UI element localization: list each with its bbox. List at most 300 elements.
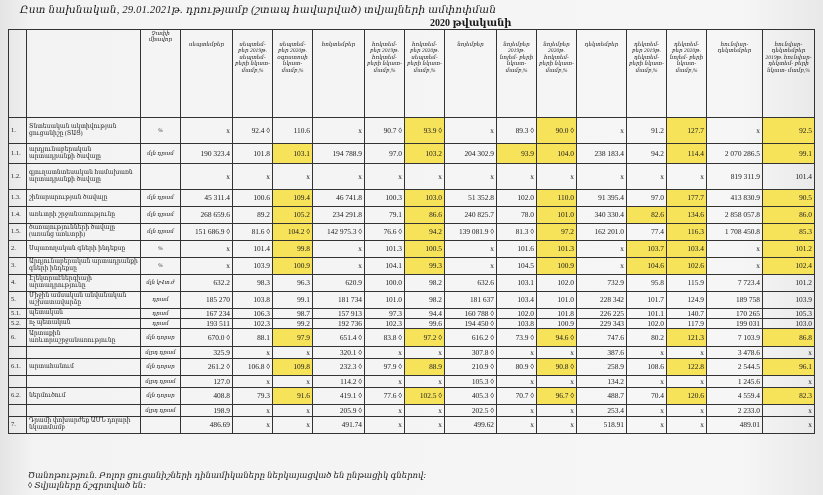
unit-cell: մլրդ դրամ	[141, 405, 181, 417]
data-cell: 120.6	[667, 388, 707, 405]
row-number: 5.1.	[9, 309, 27, 319]
data-cell: x	[667, 376, 707, 388]
data-cell: 101.0	[365, 292, 405, 309]
unit-cell: մլն դրամ	[141, 144, 181, 164]
data-cell: 103.4	[667, 241, 707, 258]
column-header: հոկտեմ- բեր 2019թ. հոկտեմ- բերի նկատ- մամբ,%	[365, 30, 405, 118]
data-cell: 268 659.6	[181, 207, 233, 224]
data-cell: 83.8 ◊	[365, 329, 405, 347]
row-number: 6.2.	[9, 388, 27, 405]
data-cell: 95.8	[627, 275, 667, 292]
table-row	[9, 144, 815, 164]
data-cell: 140.7	[667, 309, 707, 319]
table-row	[9, 164, 815, 190]
data-cell: 189 758	[707, 292, 763, 309]
data-cell: x	[365, 347, 405, 359]
table-row	[9, 118, 815, 144]
data-cell: 105.3	[763, 309, 815, 319]
data-cell: 98.2	[405, 275, 445, 292]
unit-cell	[141, 164, 181, 190]
unit-cell	[141, 417, 181, 434]
data-cell: 101.2	[763, 241, 815, 258]
indicator-name: արտահանում	[27, 359, 141, 376]
unit-cell: դրամ	[141, 309, 181, 319]
data-cell: x	[405, 405, 445, 417]
period-title: 2020 թվականի	[430, 18, 512, 29]
data-cell: 202.5 ◊	[445, 405, 497, 417]
data-cell: 90.8 ◊	[537, 359, 577, 376]
data-cell: x	[233, 405, 273, 417]
data-cell: x	[667, 164, 707, 190]
data-cell: 98.2	[405, 292, 445, 309]
indicator-name: ծառայությունների ծավալը (առանց առևտրի)	[27, 224, 141, 241]
data-cell: 192 736	[313, 319, 365, 329]
indicator-name: շինարարության ծավալը	[27, 190, 141, 207]
data-cell: 80.9 ◊	[497, 359, 537, 376]
data-cell: 253.4	[577, 405, 627, 417]
data-cell: 320.1 ◊	[313, 347, 365, 359]
data-cell: x	[497, 376, 537, 388]
data-cell: x	[627, 347, 667, 359]
data-cell: 79.1	[365, 207, 405, 224]
data-cell: 620.9	[313, 275, 365, 292]
data-cell: x	[577, 241, 627, 258]
data-cell: 103.2	[405, 144, 445, 164]
unit-cell: մլրդ դրամ	[141, 347, 181, 359]
data-cell: x	[497, 417, 537, 434]
data-cell: 616.2 ◊	[445, 329, 497, 347]
indicator-name: Արդյունաբերական արտադրանքի գների ինդեքսը	[27, 258, 141, 275]
row-number	[9, 376, 27, 388]
data-cell: 88.9	[405, 359, 445, 376]
data-cell: 89.3 ◊	[497, 118, 537, 144]
indicator-name	[27, 405, 141, 417]
unit-cell: %	[141, 241, 181, 258]
data-cell: x	[181, 241, 233, 258]
unit-cell: մլն դոլար	[141, 388, 181, 405]
unit-cell: %	[141, 258, 181, 275]
data-cell: 99.1	[763, 144, 815, 164]
data-cell: x	[181, 164, 233, 190]
row-number: 1.1.	[9, 144, 27, 164]
data-cell: 199 031	[707, 319, 763, 329]
data-cell: 96.7 ◊	[537, 388, 577, 405]
row-number: 2.	[9, 241, 27, 258]
unit-cell: մլն դրամ	[141, 224, 181, 241]
data-cell: 102.0	[497, 190, 537, 207]
data-cell: 104.0	[537, 144, 577, 164]
data-cell: 92.4 ◊	[233, 118, 273, 144]
data-cell: 101.0	[537, 292, 577, 309]
data-cell: 413 830.9	[707, 190, 763, 207]
table-row	[9, 347, 815, 359]
data-cell: 2 858 057.8	[707, 207, 763, 224]
indicator-name: Արտաքին առևտրաշրջանառությունը	[27, 329, 141, 347]
column-header: սեպտեմ- բեր 2020թ. օգոստոսի նկատ- մամբ,%	[273, 30, 313, 118]
data-cell: 405.3 ◊	[445, 388, 497, 405]
data-cell: x	[181, 258, 233, 275]
table-row	[9, 190, 815, 207]
data-cell: 98.3	[233, 275, 273, 292]
data-cell: x	[233, 347, 273, 359]
data-cell: 78.0	[497, 207, 537, 224]
data-cell: x	[445, 164, 497, 190]
indicator-name	[27, 376, 141, 388]
data-cell: 234 291.8	[313, 207, 365, 224]
unit-cell: մլն դոլար	[141, 329, 181, 347]
data-cell: 325.9	[181, 347, 233, 359]
column-header: սեպտեմբեր	[181, 30, 233, 118]
data-cell: x	[405, 376, 445, 388]
data-cell: 86.0	[763, 207, 815, 224]
data-cell: x	[273, 164, 313, 190]
data-cell: x	[707, 118, 763, 144]
data-cell: x	[365, 164, 405, 190]
data-cell: 103.9	[763, 292, 815, 309]
data-cell: 102.3	[365, 319, 405, 329]
data-cell: 110.6	[273, 118, 313, 144]
column-header: հունվար- դեկտեմբեր 2019թ. հունվար- դեկտեմ- բերի նկատ- մամբ,%	[763, 30, 815, 118]
data-cell: 91.2	[627, 118, 667, 144]
data-cell: 82.3	[763, 388, 815, 405]
data-cell: 93.9	[497, 144, 537, 164]
data-cell: 100.5	[405, 241, 445, 258]
data-cell: 90.7 ◊	[365, 118, 405, 144]
data-cell: 228 342	[577, 292, 627, 309]
data-cell: 45 311.4	[181, 190, 233, 207]
data-cell: 99.3	[405, 258, 445, 275]
data-cell: 104.2 ◊	[273, 224, 313, 241]
data-cell: 100.3	[365, 190, 405, 207]
table-row	[9, 417, 815, 434]
row-number: 7.	[9, 417, 27, 434]
data-cell: 103.4	[497, 292, 537, 309]
data-cell: 100.0	[365, 275, 405, 292]
unit-cell: մլն դրամ	[141, 207, 181, 224]
data-cell: x	[763, 417, 815, 434]
data-cell: x	[445, 258, 497, 275]
table-row	[9, 359, 815, 376]
data-cell: 127.7	[667, 118, 707, 144]
data-cell: 91.6	[273, 388, 313, 405]
data-cell: 94.4	[405, 309, 445, 319]
table-row	[9, 292, 815, 309]
data-cell: 102.0	[497, 309, 537, 319]
data-cell: 103.8	[497, 319, 537, 329]
indicator-name: արդյունաբերական արտադրանքի ծավալը	[27, 144, 141, 164]
data-cell: 100.9	[537, 258, 577, 275]
row-number: 3.	[9, 258, 27, 275]
statistics-table	[8, 29, 815, 434]
data-cell: x	[537, 376, 577, 388]
table-row	[9, 309, 815, 319]
data-cell: 97.2	[537, 224, 577, 241]
data-cell: x	[497, 164, 537, 190]
column-header: դեկտեմ- բեր 2019թ. դեկտեմ- բերի նկատ- մամբ,%	[627, 30, 667, 118]
column-header: հոկտեմ- բեր 2020թ. սեպտեմ- բերի նկատ- մամբ,%	[405, 30, 445, 118]
data-cell: 101.8	[537, 309, 577, 319]
data-cell: 2 070 286.5	[707, 144, 763, 164]
data-cell: x	[537, 417, 577, 434]
indicator-name	[27, 347, 141, 359]
data-cell: x	[405, 164, 445, 190]
row-number	[9, 347, 27, 359]
data-cell: 193 511	[181, 319, 233, 329]
data-cell: 97.0	[627, 190, 667, 207]
data-cell: 1 708 450.8	[707, 224, 763, 241]
data-cell: 116.3	[667, 224, 707, 241]
data-cell: 86.8	[763, 329, 815, 347]
data-cell: 117.9	[667, 319, 707, 329]
data-cell: 103.9	[233, 258, 273, 275]
data-cell: 102.5 ◊	[405, 388, 445, 405]
data-cell: 85.3	[763, 224, 815, 241]
data-cell: 518.91	[577, 417, 627, 434]
data-cell: x	[313, 164, 365, 190]
data-cell: x	[537, 164, 577, 190]
data-cell: 134.6	[667, 207, 707, 224]
data-cell: 258.9	[577, 359, 627, 376]
data-cell: 4 559.4	[707, 388, 763, 405]
data-cell: x	[667, 417, 707, 434]
data-cell: 139 081.9 ◊	[445, 224, 497, 241]
data-cell: 167 234	[181, 309, 233, 319]
data-cell: x	[577, 258, 627, 275]
data-cell: 198.9	[181, 405, 233, 417]
data-cell: 79.3	[233, 388, 273, 405]
data-cell: 1 245.6	[707, 376, 763, 388]
data-cell: 97.2 ◊	[405, 329, 445, 347]
unit-cell: մլն դրամ	[141, 190, 181, 207]
data-cell: 91 395.4	[577, 190, 627, 207]
data-cell: 2 544.5	[707, 359, 763, 376]
data-cell: 101.4	[763, 164, 815, 190]
data-cell: 81.6 ◊	[233, 224, 273, 241]
data-cell: 103.8	[233, 292, 273, 309]
data-cell: 114.2 ◊	[313, 376, 365, 388]
data-cell: x	[537, 405, 577, 417]
row-number: 1.4.	[9, 207, 27, 224]
data-cell: 103.1	[497, 275, 537, 292]
row-number: 1.5.	[9, 224, 27, 241]
table-row	[9, 207, 815, 224]
data-cell: 151 686.9 ◊	[181, 224, 233, 241]
data-cell: 96.3	[273, 275, 313, 292]
data-cell: 102.3	[233, 319, 273, 329]
data-cell: x	[365, 376, 405, 388]
data-cell: 94.2	[405, 224, 445, 241]
data-cell: 51 352.8	[445, 190, 497, 207]
data-cell: 102.0	[627, 319, 667, 329]
data-cell: 103.0	[763, 319, 815, 329]
indicator-name: առևտրի շրջանառությունը	[27, 207, 141, 224]
data-cell: 104.5	[497, 258, 537, 275]
data-cell: 489.01	[707, 417, 763, 434]
data-cell: 101.3	[537, 241, 577, 258]
data-cell: x	[497, 405, 537, 417]
column-header: նոյեմբեր	[445, 30, 497, 118]
data-cell: 103.1	[273, 144, 313, 164]
table-row	[9, 376, 815, 388]
data-cell: 185 270	[181, 292, 233, 309]
data-cell: 3 478.6	[707, 347, 763, 359]
data-cell: 106.8 ◊	[233, 359, 273, 376]
table-row	[9, 275, 815, 292]
data-cell: 2 233.0	[707, 405, 763, 417]
data-cell: x	[313, 258, 365, 275]
data-cell: 181 734	[313, 292, 365, 309]
data-cell: 190 323.4	[181, 144, 233, 164]
data-cell: 77.6 ◊	[365, 388, 405, 405]
data-cell: x	[405, 417, 445, 434]
data-cell: x	[445, 241, 497, 258]
data-cell: x	[365, 417, 405, 434]
data-cell: 232.3 ◊	[313, 359, 365, 376]
data-cell: 109.4	[273, 190, 313, 207]
indicator-name: պետական	[27, 309, 141, 319]
column-header: հունվար- դեկտեմբեր	[707, 30, 763, 118]
data-cell: 97.9 ◊	[365, 359, 405, 376]
data-cell: 100.9	[537, 319, 577, 329]
data-cell: x	[667, 405, 707, 417]
data-cell: x	[313, 118, 365, 144]
table-row	[9, 388, 815, 405]
data-cell: 102.6	[667, 258, 707, 275]
data-cell: 80.2	[627, 329, 667, 347]
data-cell: 106.3	[233, 309, 273, 319]
document-caption: Ըստ նախնական, 29.01.2021թ. դրությամբ (շտապ հավարված) տվյալների ամփոփման	[20, 5, 497, 16]
data-cell: 115.9	[667, 275, 707, 292]
data-cell: 103.0	[405, 190, 445, 207]
data-cell: 97.9	[273, 329, 313, 347]
data-cell: 204 302.9	[445, 144, 497, 164]
unit-cell: մլն կՎտ.ժ	[141, 275, 181, 292]
data-cell: 488.7	[577, 388, 627, 405]
data-cell: x	[763, 405, 815, 417]
data-cell: 103.7	[627, 241, 667, 258]
data-cell: 177.7	[667, 190, 707, 207]
data-cell: x	[627, 376, 667, 388]
data-cell: x	[181, 118, 233, 144]
data-cell: 194 788.9	[313, 144, 365, 164]
data-cell: 99.1	[273, 292, 313, 309]
column-header: հոկտեմբեր	[313, 30, 365, 118]
data-cell: 70.4	[627, 388, 667, 405]
data-cell: 92.5	[763, 118, 815, 144]
unit-cell: դրամ	[141, 319, 181, 329]
data-cell: x	[763, 376, 815, 388]
column-header: նոյեմբեր 2020թ. հոկտեմ- բերի նկատ- մամբ,%	[537, 30, 577, 118]
data-cell: 101.2	[763, 275, 815, 292]
row-number: 6.	[9, 329, 27, 347]
data-cell: 499.62	[445, 417, 497, 434]
data-cell: 7 103.9	[707, 329, 763, 347]
column-header	[9, 30, 27, 118]
table-row	[9, 224, 815, 241]
data-cell: 88.1	[233, 329, 273, 347]
data-cell: 747.6	[577, 329, 627, 347]
data-cell: x	[667, 347, 707, 359]
indicator-name: Միջին ամսական անվանական աշխատավարձը	[27, 292, 141, 309]
data-cell: 46 741.8	[313, 190, 365, 207]
footnote-line: Ծանոթություն. Բոլոր ցուցանիշների դինամիկաները ներկայացված են ընթացիկ գներով:	[28, 470, 427, 480]
data-cell: 90.0 ◊	[537, 118, 577, 144]
data-cell: 124.9	[667, 292, 707, 309]
data-cell: 157 913	[313, 309, 365, 319]
data-cell: 632.6	[445, 275, 497, 292]
unit-cell: մլրդ դրամ	[141, 376, 181, 388]
data-cell: 819 311.9	[707, 164, 763, 190]
data-cell: x	[273, 376, 313, 388]
data-cell: x	[445, 118, 497, 144]
data-cell: 160 788 ◊	[445, 309, 497, 319]
data-cell: 121.3	[667, 329, 707, 347]
data-cell: 109.8	[273, 359, 313, 376]
row-number: 5.2.	[9, 319, 27, 329]
data-cell: 261.2 ◊	[181, 359, 233, 376]
data-cell: 651.4 ◊	[313, 329, 365, 347]
column-header: դեկտեմ- բեր 2020թ. նոյեմ- բերի նկատ- մամբ,%	[667, 30, 707, 118]
data-cell: 732.9	[577, 275, 627, 292]
row-number: 6.1.	[9, 359, 27, 376]
data-cell: 101.3	[365, 241, 405, 258]
indicator-name: ներմուծում	[27, 388, 141, 405]
data-cell: 89.2	[233, 207, 273, 224]
indicator-name: Դրամի փոխարժեք ԱՄՆ դոլարի նկատմամբ	[27, 417, 141, 434]
unit-cell: մլն դոլար	[141, 359, 181, 376]
indicator-name: Տնտեսական ակտիվության ցուցանիշը (ՏԱՑ)	[27, 118, 141, 144]
data-cell: 491.74	[313, 417, 365, 434]
data-cell: 194 450 ◊	[445, 319, 497, 329]
indicator-name: գյուղատնտեսական համախառն արտադրանքի ծավալը	[27, 164, 141, 190]
data-cell: x	[233, 376, 273, 388]
row-number	[9, 405, 27, 417]
data-cell: 105.3 ◊	[445, 376, 497, 388]
data-cell: 226 225	[577, 309, 627, 319]
data-cell: 94.2	[627, 144, 667, 164]
data-cell: x	[707, 258, 763, 275]
data-cell: x	[273, 405, 313, 417]
data-cell: 93.9 ◊	[405, 118, 445, 144]
table-row	[9, 405, 815, 417]
data-cell: 100.9	[273, 258, 313, 275]
data-cell: x	[627, 405, 667, 417]
data-cell: 419.1 ◊	[313, 388, 365, 405]
data-cell: 102.4	[763, 258, 815, 275]
footnote	[28, 470, 426, 490]
footnote-line: ◊ Տվյալները ճշգրտված են:	[28, 480, 147, 490]
data-cell: x	[273, 347, 313, 359]
column-header	[27, 30, 141, 118]
unit-cell: %	[141, 118, 181, 144]
data-cell: 102.0	[537, 275, 577, 292]
data-cell: x	[577, 164, 627, 190]
data-cell: 127.0	[181, 376, 233, 388]
table-row	[9, 241, 815, 258]
data-cell: 104.6	[627, 258, 667, 275]
data-cell: 307.8 ◊	[445, 347, 497, 359]
data-cell: 101.4	[233, 241, 273, 258]
row-number: 1.2.	[9, 164, 27, 190]
indicator-name: Էլեկտրաէներգիայի արտադրությունը	[27, 275, 141, 292]
data-cell: 100.6	[233, 190, 273, 207]
data-cell: 82.6	[627, 207, 667, 224]
data-cell: 670.0 ◊	[181, 329, 233, 347]
data-cell: 101.6	[497, 241, 537, 258]
data-cell: x	[627, 417, 667, 434]
header-row	[9, 30, 815, 118]
data-cell: 97.0	[365, 144, 405, 164]
